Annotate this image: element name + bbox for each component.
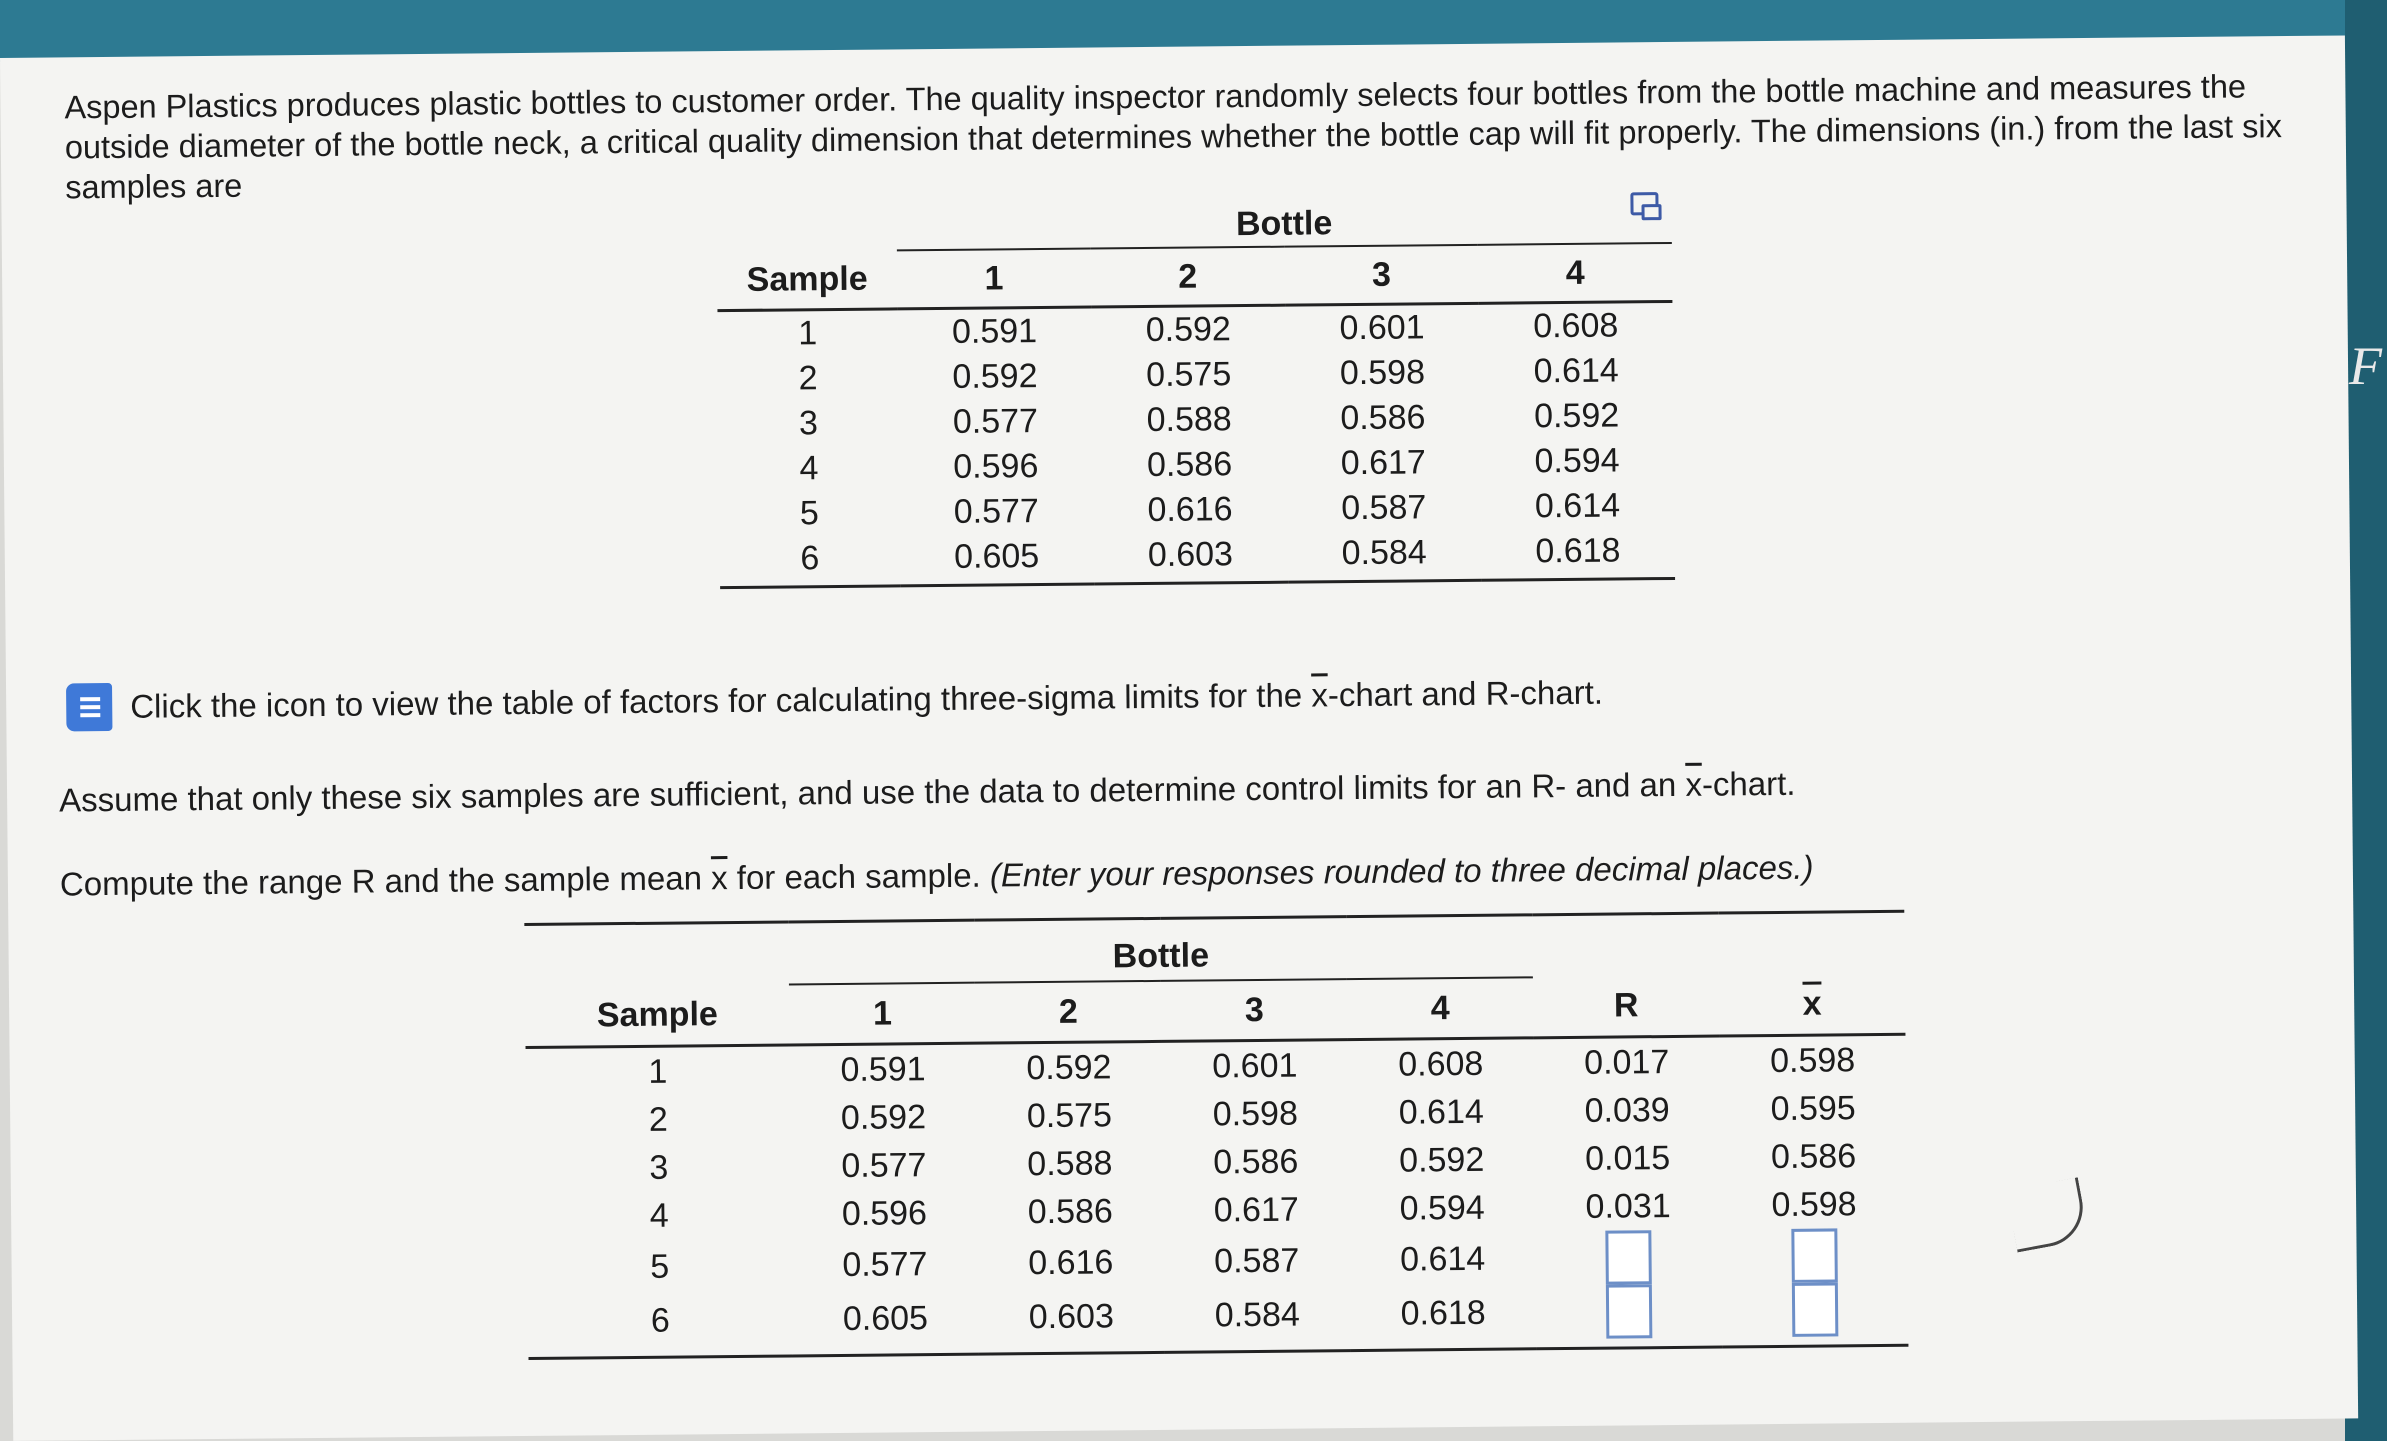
measurement-cell: 0.577 bbox=[841, 1145, 927, 1185]
header-sample: Sample bbox=[717, 250, 898, 310]
header-bottle-2: 2 bbox=[1091, 247, 1285, 307]
measurement-cell: 0.601 bbox=[1339, 308, 1425, 348]
measurement-cell: 0.617 bbox=[1213, 1190, 1299, 1229]
measurement-cell: 0.592 bbox=[840, 1097, 927, 1137]
header-range: R bbox=[1533, 976, 1720, 1038]
range-cell bbox=[1536, 1284, 1723, 1349]
compute-instruction: Compute the range R and the sample mean $\overline{x}$ for each sample. (Enter your responses rounded to three decimal places.) bbox=[59, 848, 1814, 903]
measurement-cell: 0.616 bbox=[1028, 1242, 1114, 1282]
header-bottle-1: 1 bbox=[897, 249, 1091, 309]
measurement-cell: 0.608 bbox=[1533, 306, 1619, 346]
measurement-cell: 0.587 bbox=[1214, 1241, 1300, 1280]
edge-char: F bbox=[2349, 336, 2382, 396]
measurement-cell: 0.587 bbox=[1341, 488, 1427, 528]
measurement-cell: 0.618 bbox=[1481, 528, 1675, 580]
measurement-cell: 0.586 bbox=[1146, 445, 1233, 485]
sample-number: 3 bbox=[649, 1148, 669, 1187]
measurement-cell: 0.598 bbox=[1339, 353, 1426, 393]
mean-value: 0.598 bbox=[1771, 1184, 1857, 1224]
measurement-cell: 0.594 bbox=[1534, 441, 1620, 481]
mean-cell bbox=[1722, 1282, 1909, 1347]
measurement-cell: 0.584 bbox=[1287, 530, 1481, 582]
data-table bbox=[716, 192, 1675, 589]
measurement-cell: 0.614 bbox=[1533, 351, 1619, 391]
measurement-cell: 0.584 bbox=[1164, 1287, 1351, 1352]
measurement-cell: 0.608 bbox=[1398, 1044, 1484, 1084]
measurement-cell: 0.617 bbox=[1340, 443, 1427, 483]
measurement-cell: 0.591 bbox=[840, 1049, 926, 1089]
sample-number: 5 bbox=[799, 494, 820, 533]
header-bottle-3: 3 bbox=[1161, 979, 1348, 1041]
measurement-cell: 0.616 bbox=[1147, 490, 1233, 530]
range-input[interactable] bbox=[1606, 1284, 1653, 1338]
measurement-cell: 0.594 bbox=[1399, 1188, 1485, 1228]
range-value: 0.017 bbox=[1584, 1042, 1670, 1082]
header-sample: Sample bbox=[525, 984, 790, 1047]
measurement-cell: 0.614 bbox=[1398, 1092, 1484, 1132]
header-bottle-3: 3 bbox=[1284, 245, 1478, 305]
range-cell bbox=[1535, 1230, 1721, 1286]
range-value: 0.015 bbox=[1584, 1138, 1671, 1178]
pen-mark bbox=[2006, 1177, 2089, 1252]
measurement-cell: 0.588 bbox=[1146, 400, 1232, 440]
measurement-cell: 0.603 bbox=[1093, 532, 1287, 584]
bottle-group-header: Bottle bbox=[789, 915, 1533, 985]
range-value: 0.039 bbox=[1584, 1090, 1670, 1130]
measurement-cell: 0.592 bbox=[1145, 310, 1232, 350]
range-value: 0.031 bbox=[1585, 1186, 1671, 1226]
measurement-cell: 0.601 bbox=[1212, 1046, 1298, 1085]
mean-value: 0.595 bbox=[1770, 1088, 1856, 1128]
assume-text: Assume that only these six samples are sufficient, and use the data to determine control limits for an R- and an $\overline{x}$-chart. bbox=[58, 764, 1796, 819]
measurement-cell: 0.586 bbox=[1027, 1191, 1114, 1231]
measurement-cell: 0.598 bbox=[1212, 1094, 1299, 1133]
sample-number: 4 bbox=[799, 449, 819, 488]
sample-number: 1 bbox=[798, 314, 818, 353]
measurement-cell: 0.605 bbox=[900, 534, 1094, 586]
sample-number: 2 bbox=[648, 1100, 669, 1139]
hint-line bbox=[66, 669, 1603, 732]
mean-input[interactable] bbox=[1792, 1282, 1839, 1336]
measurement-cell: 0.605 bbox=[792, 1291, 979, 1356]
measurement-cell: 0.596 bbox=[841, 1193, 928, 1233]
sample-number: 2 bbox=[798, 359, 818, 398]
measurement-cell: 0.586 bbox=[1340, 398, 1426, 438]
header-mean: $\overline{x}$ bbox=[1719, 974, 1906, 1036]
header-bottle-2: 2 bbox=[975, 981, 1162, 1043]
question-text: Aspen Plastics produces plastic bottles to customer order. The quality inspector randomly selects four bottles from the bottle machine and measures the outside diameter of the bottle neck, a critical quality dimension that determines whether the bottle cap will fit properly. The dimensions (in.) from the last six samples are bbox=[64, 68, 2283, 206]
mean-input[interactable] bbox=[1791, 1228, 1838, 1282]
sample-number: 6 bbox=[720, 535, 900, 587]
measurement-cell: 0.614 bbox=[1399, 1239, 1486, 1279]
measurement-cell: 0.614 bbox=[1534, 486, 1621, 526]
measurement-cell: 0.592 bbox=[952, 357, 1038, 396]
sample-number: 5 bbox=[650, 1247, 670, 1286]
mean-cell bbox=[1721, 1228, 1908, 1284]
sample-number: 3 bbox=[798, 404, 819, 443]
hint-text: Click the icon to view the table of factors for calculating three-sigma limits for the $\overline{x}$-chart and R-chart. bbox=[130, 673, 1604, 725]
measurement-cell: 0.586 bbox=[1213, 1142, 1299, 1181]
answer-table bbox=[524, 910, 1908, 1360]
header-bottle-4: 4 bbox=[1347, 977, 1534, 1039]
sample-number: 4 bbox=[649, 1196, 669, 1235]
mean-value: 0.598 bbox=[1769, 1040, 1856, 1080]
measurement-cell: 0.577 bbox=[952, 402, 1039, 441]
question-panel bbox=[0, 35, 2358, 1440]
header-bottle-4: 4 bbox=[1478, 243, 1672, 303]
measurement-cell: 0.577 bbox=[842, 1244, 928, 1284]
measurement-cell: 0.592 bbox=[1398, 1140, 1485, 1180]
book-icon[interactable] bbox=[66, 683, 112, 731]
sample-number: 6 bbox=[528, 1292, 793, 1358]
measurement-cell: 0.592 bbox=[1026, 1047, 1112, 1087]
measurement-cell: 0.591 bbox=[951, 312, 1038, 351]
measurement-cell: 0.588 bbox=[1027, 1143, 1113, 1183]
measurement-cell: 0.592 bbox=[1533, 396, 1620, 436]
measurement-cell: 0.596 bbox=[953, 447, 1039, 486]
mean-value: 0.586 bbox=[1770, 1136, 1857, 1176]
sample-number: 1 bbox=[648, 1052, 668, 1091]
measurement-cell: 0.618 bbox=[1350, 1285, 1537, 1350]
bottle-group-header: Bottle bbox=[896, 192, 1671, 250]
range-input[interactable] bbox=[1605, 1230, 1652, 1284]
measurement-cell: 0.577 bbox=[953, 492, 1040, 531]
table-row bbox=[720, 528, 1675, 588]
answer-row bbox=[528, 1282, 1909, 1359]
header-bottle-1: 1 bbox=[789, 983, 976, 1045]
measurement-cell: 0.603 bbox=[978, 1289, 1165, 1354]
measurement-cell: 0.575 bbox=[1026, 1095, 1113, 1135]
measurement-cell: 0.575 bbox=[1145, 355, 1232, 395]
